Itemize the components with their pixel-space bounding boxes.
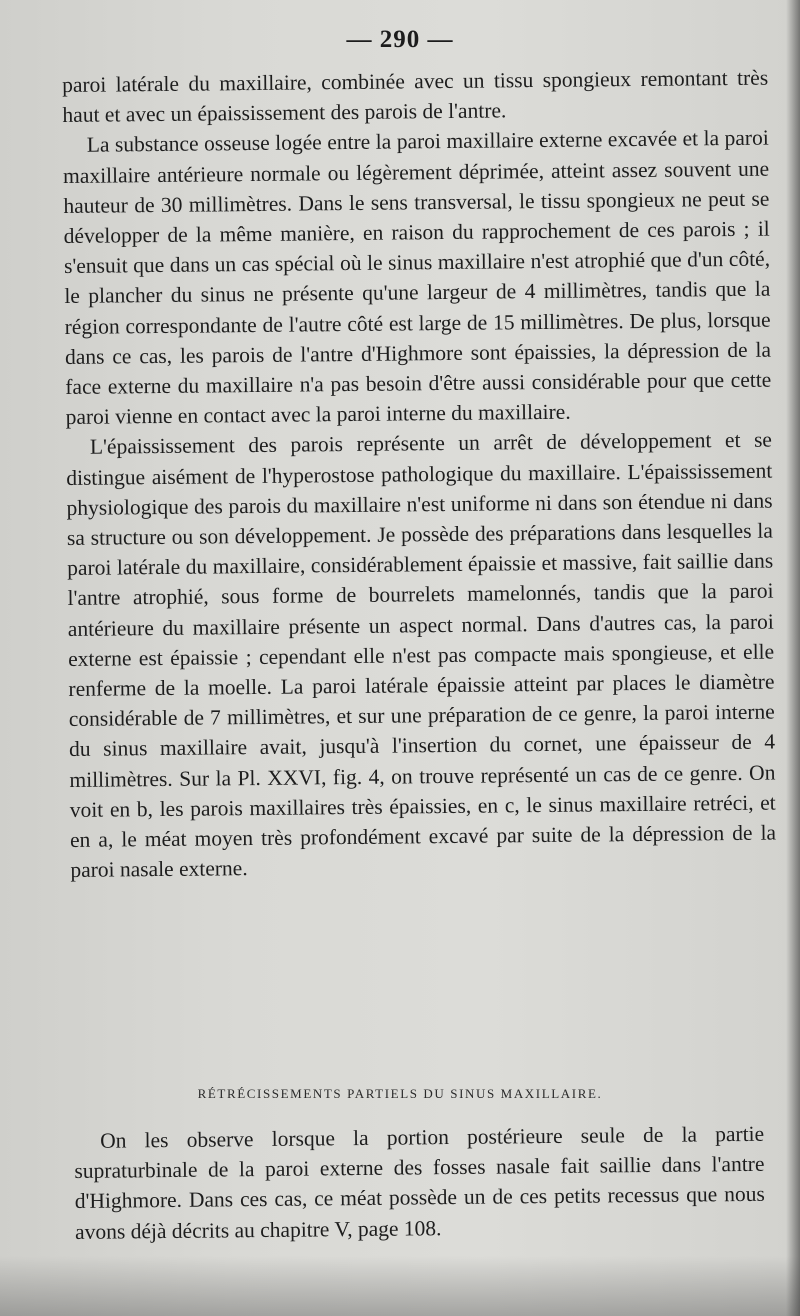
page-edge-shadow (786, 0, 800, 1316)
section-heading: RÉTRÉCISSEMENTS PARTIELS DU SINUS MAXILLAIRE. (197, 1086, 603, 1101)
page-number: — 290 — (346, 26, 454, 53)
section-body-text (74, 1119, 765, 1247)
paragraph-wall-thickening: L'épaississement des parois représente un arrêt de développement et se distingue aisément de l'hyperostose pathologique du maxillaire. L'épaississement physiologique des parois du maxillaire n'est uniforme ni dans son étendue ni dans sa structure ou son développement. Je possède des préparations dans lesquelles la paroi latérale du maxillaire, considérablement épaissie et massive, fait saillie dans l'antre atrophié, sous forme de bourrelets mamelonnés, tandis que la paroi antérieure du maxillaire présente un aspect normal. Dans d'autres cas, la paroi externe est épaissie ; cependant elle n'est pas compacte mais spongieuse, et elle renferme de la moelle. La paroi latérale épaissie atteint par places le diamètre considérable de 7 millimètres, et sur une préparation de ce genre, la paroi interne du sinus maxillaire avait, jusqu'à l'insertion du cornet, une épaisseur de 4 millimètres. Sur la Pl. XXVI, fig. 4, on trouve représenté un cas de ce genre. On voit en b, les parois maxillaires très épaissies, en c, le sinus maxillaire retréci, et en a, le méat moyen très profondément excavé par suite de la dépression de la paroi nasale externe. (66, 428, 777, 883)
page-bottom-shadow (0, 1256, 800, 1316)
paragraph-osseous-substance: La substance osseuse logée entre la paroi maxillaire externe excavée et la paroi maxillaire antérieure normale ou légèrement déprimée, atteint assez souvent une hauteur de 30 millimètres. Dans le sens transversal, le tissu spongieux ne peut se développer de la même manière, en raison du rapprochement de ces parois ; il s'ensuit que dans un cas spécial où le sinus maxillaire n'est atrophié que d'un côté, le plancher du sinus ne présente qu'une largeur de 4 millimètres, tandis que la région correspondante de l'autre côté est large de 15 millimètres. De plus, lorsque dans ce cas, les parois de l'antre d'Highmore sont épaissies, la dépression de la face externe du maxillaire n'a pas besoin d'être aussi considérable pour que cette paroi vienne en contact avec la paroi interne du maxillaire. (62, 126, 772, 430)
paragraph-continuation: paroi latérale du maxillaire, combinée avec un tissu spongieux remontant très haut et avec un épaississement des parois de l'antre. (62, 65, 769, 128)
paragraph-partial-narrowing: On les observe lorsque la portion postérieure seule de la partie supraturbinale de la paroi externe des fosses nasale fait saillie dans l'antre d'Highmore. Dans ces cas, ce méat possède un de ces petits recessus que nous avons déjà décrits au chapitre V, page 108. (74, 1121, 765, 1244)
body-text (62, 63, 777, 886)
